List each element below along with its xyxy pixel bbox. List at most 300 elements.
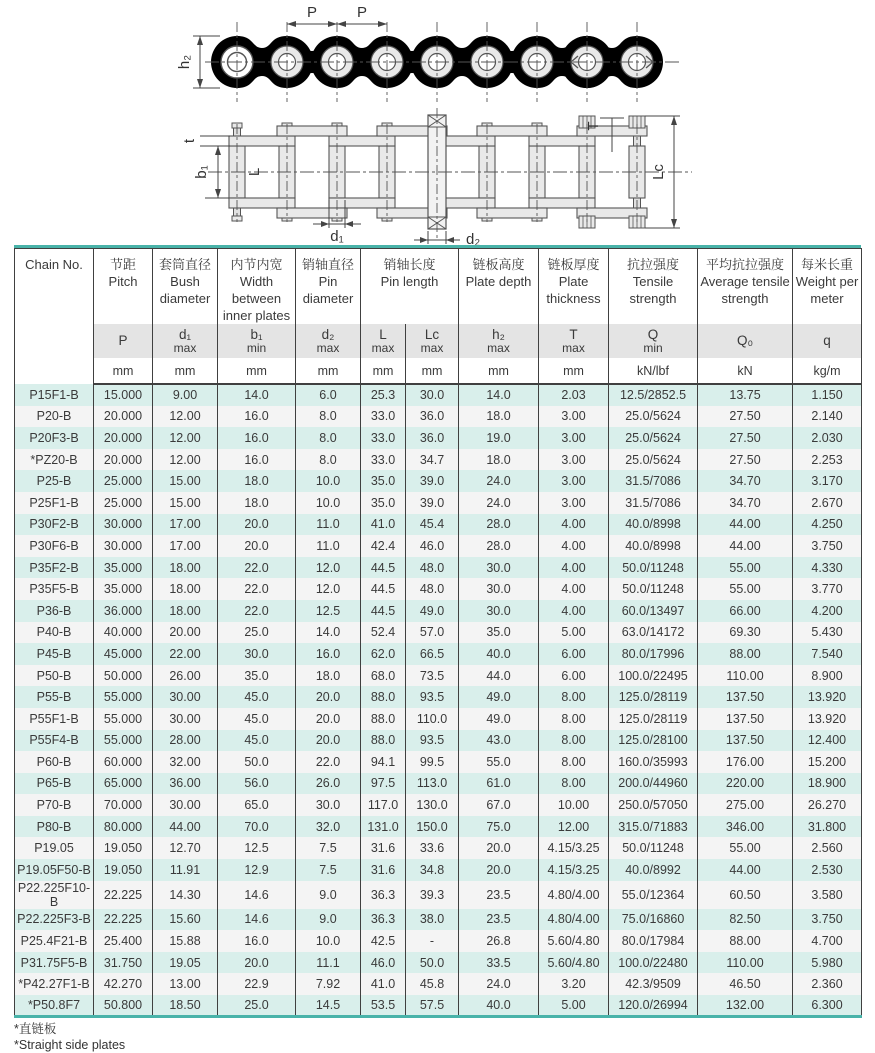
chain-side-view bbox=[176, 4, 680, 102]
value-cell: 22.0 bbox=[218, 600, 296, 622]
value-cell: 8.0 bbox=[296, 427, 361, 449]
chain-no-cell: *P50.8F7 bbox=[15, 995, 94, 1017]
value-cell: 20.0 bbox=[459, 859, 539, 881]
table-row bbox=[15, 492, 862, 514]
table-row bbox=[15, 751, 862, 773]
value-cell: 10.0 bbox=[296, 930, 361, 952]
value-cell: 30.0 bbox=[459, 557, 539, 579]
value-cell: 110.00 bbox=[698, 665, 793, 687]
col-header-weight-per-meter: 每米长重 Weight per meter bbox=[793, 249, 862, 325]
value-cell: 55.000 bbox=[94, 708, 153, 730]
value-cell: 4.250 bbox=[793, 514, 862, 536]
value-cell: 18.0 bbox=[459, 449, 539, 471]
value-cell: 75.0 bbox=[459, 816, 539, 838]
value-cell: 25.0/5624 bbox=[609, 406, 698, 428]
value-cell: 99.5 bbox=[406, 751, 459, 773]
value-cell: 97.5 bbox=[361, 773, 406, 795]
chain-no-cell: *PZ20-B bbox=[15, 449, 94, 471]
value-cell: 20.0 bbox=[218, 514, 296, 536]
value-cell: 8.0 bbox=[296, 406, 361, 428]
table-row bbox=[15, 909, 862, 931]
value-cell: 33.0 bbox=[361, 449, 406, 471]
value-cell: 16.0 bbox=[218, 406, 296, 428]
table-row bbox=[15, 449, 862, 471]
chain-no-cell: P31.75F5-B bbox=[15, 952, 94, 974]
value-cell: 31.5/7086 bbox=[609, 492, 698, 514]
value-cell: 69.30 bbox=[698, 622, 793, 644]
chain-no-cell: P35F2-B bbox=[15, 557, 94, 579]
value-cell: 13.00 bbox=[153, 973, 218, 995]
value-cell: 9.0 bbox=[296, 881, 361, 909]
dim-label-h2: h₂ bbox=[176, 54, 193, 70]
unit-cell: mm bbox=[459, 358, 539, 384]
value-cell: 4.00 bbox=[539, 557, 609, 579]
value-cell: 200.0/44960 bbox=[609, 773, 698, 795]
value-cell: 110.0 bbox=[406, 708, 459, 730]
value-cell: 30.00 bbox=[153, 708, 218, 730]
chain-no-cell: P25.4F21-B bbox=[15, 930, 94, 952]
value-cell: 12.5 bbox=[296, 600, 361, 622]
value-cell: 38.0 bbox=[406, 909, 459, 931]
value-cell: 14.0 bbox=[218, 384, 296, 406]
value-cell: 31.6 bbox=[361, 837, 406, 859]
value-cell: 44.5 bbox=[361, 600, 406, 622]
table-row bbox=[15, 730, 862, 752]
table-row bbox=[15, 427, 862, 449]
table-row bbox=[15, 384, 862, 406]
table-row bbox=[15, 557, 862, 579]
value-cell: 22.0 bbox=[218, 557, 296, 579]
value-cell: 31.750 bbox=[94, 952, 153, 974]
value-cell: 125.0/28100 bbox=[609, 730, 698, 752]
value-cell: 68.0 bbox=[361, 665, 406, 687]
value-cell: 35.0 bbox=[361, 492, 406, 514]
value-cell: 13.920 bbox=[793, 708, 862, 730]
value-cell: 14.0 bbox=[459, 384, 539, 406]
dim-label-d1: d₁ bbox=[330, 228, 344, 245]
value-cell: 44.00 bbox=[698, 535, 793, 557]
chain-no-cell: P70-B bbox=[15, 794, 94, 816]
value-cell: 5.980 bbox=[793, 952, 862, 974]
value-cell: 11.91 bbox=[153, 859, 218, 881]
chain-no-cell: P30F2-B bbox=[15, 514, 94, 536]
value-cell: 5.00 bbox=[539, 995, 609, 1017]
value-cell: 27.50 bbox=[698, 427, 793, 449]
col-header-plate-thickness: 链板厚度 Plate thickness bbox=[539, 249, 609, 325]
value-cell: 8.00 bbox=[539, 708, 609, 730]
value-cell: 55.000 bbox=[94, 730, 153, 752]
value-cell: 30.00 bbox=[153, 794, 218, 816]
chain-no-cell: P60-B bbox=[15, 751, 94, 773]
value-cell: 32.0 bbox=[296, 816, 361, 838]
chain-no-cell: P25F1-B bbox=[15, 492, 94, 514]
value-cell: 40.0/8992 bbox=[609, 859, 698, 881]
dim-label-d2: d₂ bbox=[466, 231, 481, 245]
dim-label-L: L bbox=[246, 167, 263, 177]
value-cell: 44.00 bbox=[698, 859, 793, 881]
value-cell: 10.0 bbox=[296, 492, 361, 514]
chain-no-cell: P36-B bbox=[15, 600, 94, 622]
chain-no-cell: P15F1-B bbox=[15, 384, 94, 406]
symbol-h2-max: h₂ max bbox=[459, 324, 539, 358]
value-cell: 88.0 bbox=[361, 708, 406, 730]
table-row bbox=[15, 837, 862, 859]
value-cell: 2.560 bbox=[793, 837, 862, 859]
value-cell: 42.4 bbox=[361, 535, 406, 557]
value-cell: 88.0 bbox=[361, 730, 406, 752]
value-cell: 15.200 bbox=[793, 751, 862, 773]
table-row bbox=[15, 665, 862, 687]
value-cell: 5.430 bbox=[793, 622, 862, 644]
value-cell: 50.0 bbox=[406, 952, 459, 974]
value-cell: 18.0 bbox=[218, 492, 296, 514]
value-cell: 12.400 bbox=[793, 730, 862, 752]
value-cell: 24.0 bbox=[459, 973, 539, 995]
value-cell: 31.5/7086 bbox=[609, 470, 698, 492]
value-cell: 25.3 bbox=[361, 384, 406, 406]
value-cell: 2.360 bbox=[793, 973, 862, 995]
value-cell: 26.270 bbox=[793, 794, 862, 816]
value-cell: 46.50 bbox=[698, 973, 793, 995]
value-cell: 36.0 bbox=[406, 406, 459, 428]
chain-spec-table bbox=[14, 248, 862, 1018]
col-header-chain-no: Chain No. bbox=[15, 249, 94, 385]
value-cell: 3.00 bbox=[539, 406, 609, 428]
table-row bbox=[15, 816, 862, 838]
table-row bbox=[15, 622, 862, 644]
value-cell: 2.140 bbox=[793, 406, 862, 428]
value-cell: 67.0 bbox=[459, 794, 539, 816]
value-cell: 5.60/4.80 bbox=[539, 952, 609, 974]
value-cell: 3.750 bbox=[793, 909, 862, 931]
value-cell: 8.00 bbox=[539, 730, 609, 752]
chain-no-cell: P55-B bbox=[15, 686, 94, 708]
value-cell: 16.0 bbox=[218, 930, 296, 952]
value-cell: 22.00 bbox=[153, 643, 218, 665]
value-cell: 4.00 bbox=[539, 514, 609, 536]
value-cell: 20.0 bbox=[218, 535, 296, 557]
value-cell: 18.900 bbox=[793, 773, 862, 795]
value-cell: 49.0 bbox=[459, 686, 539, 708]
dim-label-T: T bbox=[585, 121, 602, 131]
chain-no-cell: P40-B bbox=[15, 622, 94, 644]
value-cell: 55.00 bbox=[698, 557, 793, 579]
value-cell: 8.900 bbox=[793, 665, 862, 687]
value-cell: 100.0/22495 bbox=[609, 665, 698, 687]
value-cell: 3.170 bbox=[793, 470, 862, 492]
value-cell: 46.0 bbox=[361, 952, 406, 974]
value-cell: 50.0/11248 bbox=[609, 837, 698, 859]
value-cell: 88.00 bbox=[698, 930, 793, 952]
value-cell: 35.000 bbox=[94, 557, 153, 579]
value-cell: 131.0 bbox=[361, 816, 406, 838]
value-cell: 39.0 bbox=[406, 492, 459, 514]
value-cell: 36.000 bbox=[94, 600, 153, 622]
chain-no-cell: P20F3-B bbox=[15, 427, 94, 449]
value-cell: 30.0 bbox=[406, 384, 459, 406]
symbol-q: q bbox=[793, 324, 862, 358]
chain-no-cell: P20-B bbox=[15, 406, 94, 428]
value-cell: 22.0 bbox=[296, 751, 361, 773]
value-cell: 23.5 bbox=[459, 881, 539, 909]
chain-no-cell: P45-B bbox=[15, 643, 94, 665]
unit-cell: kg/m bbox=[793, 358, 862, 384]
value-cell: 8.00 bbox=[539, 686, 609, 708]
value-cell: 40.0/8998 bbox=[609, 535, 698, 557]
value-cell: 66.5 bbox=[406, 643, 459, 665]
value-cell: 12.0 bbox=[296, 578, 361, 600]
footnotes bbox=[14, 1021, 875, 1053]
value-cell: 48.0 bbox=[406, 578, 459, 600]
value-cell: 4.00 bbox=[539, 600, 609, 622]
dim-label-Lc: Lc bbox=[650, 164, 667, 180]
value-cell: 20.000 bbox=[94, 427, 153, 449]
value-cell: 130.0 bbox=[406, 794, 459, 816]
value-cell: 14.0 bbox=[296, 622, 361, 644]
chain-no-cell: P19.05F50-B bbox=[15, 859, 94, 881]
value-cell: 18.00 bbox=[153, 557, 218, 579]
chain-no-cell: P22.225F10-B bbox=[15, 881, 94, 909]
value-cell: 19.050 bbox=[94, 859, 153, 881]
value-cell: 88.00 bbox=[698, 643, 793, 665]
unit-cell: mm bbox=[296, 358, 361, 384]
value-cell: 75.0/16860 bbox=[609, 909, 698, 931]
chain-no-cell: P65-B bbox=[15, 773, 94, 795]
chain-no-cell: P80-B bbox=[15, 816, 94, 838]
chain-top-view bbox=[181, 108, 692, 245]
symbol-L-max: L max bbox=[361, 324, 406, 358]
value-cell: 12.0 bbox=[296, 557, 361, 579]
chain-no-cell: P30F6-B bbox=[15, 535, 94, 557]
value-cell: 4.00 bbox=[539, 578, 609, 600]
value-cell: 11.0 bbox=[296, 514, 361, 536]
value-cell: 25.0 bbox=[218, 995, 296, 1017]
table-row bbox=[15, 514, 862, 536]
dim-label-b1: b₁ bbox=[193, 165, 210, 179]
value-cell: 15.000 bbox=[94, 384, 153, 406]
value-cell: 36.3 bbox=[361, 909, 406, 931]
value-cell: 1.150 bbox=[793, 384, 862, 406]
value-cell: 39.0 bbox=[406, 470, 459, 492]
value-cell: 20.000 bbox=[94, 406, 153, 428]
value-cell: 5.00 bbox=[539, 622, 609, 644]
value-cell: 4.80/4.00 bbox=[539, 909, 609, 931]
col-header-average-tensile-strength: 平均抗拉强度 Average tensile strength bbox=[698, 249, 793, 325]
value-cell: 22.225 bbox=[94, 909, 153, 931]
value-cell: 42.5 bbox=[361, 930, 406, 952]
value-cell: 42.3/9509 bbox=[609, 973, 698, 995]
value-cell: 53.5 bbox=[361, 995, 406, 1017]
value-cell: 6.00 bbox=[539, 643, 609, 665]
value-cell: 113.0 bbox=[406, 773, 459, 795]
value-cell: 45.0 bbox=[218, 708, 296, 730]
value-cell: 20.0 bbox=[296, 686, 361, 708]
value-cell: 12.00 bbox=[153, 449, 218, 471]
dim-label-pitch-right: P bbox=[356, 4, 368, 21]
value-cell: 22.0 bbox=[218, 578, 296, 600]
value-cell: 2.03 bbox=[539, 384, 609, 406]
value-cell: 30.0 bbox=[296, 794, 361, 816]
value-cell: 35.0 bbox=[361, 470, 406, 492]
chain-no-cell: P35F5-B bbox=[15, 578, 94, 600]
value-cell: 17.00 bbox=[153, 535, 218, 557]
symbol-d1-max: d₁ max bbox=[153, 324, 218, 358]
value-cell: 6.00 bbox=[539, 665, 609, 687]
unit-cell: mm bbox=[406, 358, 459, 384]
header-row-symbols bbox=[15, 324, 862, 358]
value-cell: 117.0 bbox=[361, 794, 406, 816]
value-cell: 3.20 bbox=[539, 973, 609, 995]
value-cell: 52.4 bbox=[361, 622, 406, 644]
unit-cell: mm bbox=[94, 358, 153, 384]
value-cell: 15.88 bbox=[153, 930, 218, 952]
value-cell: 18.50 bbox=[153, 995, 218, 1017]
value-cell: 49.0 bbox=[406, 600, 459, 622]
value-cell: 80.0/17996 bbox=[609, 643, 698, 665]
value-cell: 12.00 bbox=[153, 427, 218, 449]
table-row bbox=[15, 578, 862, 600]
value-cell: 33.0 bbox=[361, 427, 406, 449]
value-cell: 346.00 bbox=[698, 816, 793, 838]
chain-no-cell: P55F4-B bbox=[15, 730, 94, 752]
value-cell: 46.0 bbox=[406, 535, 459, 557]
value-cell: 4.200 bbox=[793, 600, 862, 622]
value-cell: 33.6 bbox=[406, 837, 459, 859]
value-cell: 30.0 bbox=[459, 578, 539, 600]
value-cell: 220.00 bbox=[698, 773, 793, 795]
value-cell: 7.5 bbox=[296, 859, 361, 881]
value-cell: 137.50 bbox=[698, 708, 793, 730]
unit-cell: kN/lbf bbox=[609, 358, 698, 384]
value-cell: 60.0/13497 bbox=[609, 600, 698, 622]
value-cell: 14.6 bbox=[218, 881, 296, 909]
value-cell: 41.0 bbox=[361, 973, 406, 995]
value-cell: 55.000 bbox=[94, 686, 153, 708]
table-row bbox=[15, 643, 862, 665]
value-cell: 4.330 bbox=[793, 557, 862, 579]
value-cell: 4.00 bbox=[539, 535, 609, 557]
value-cell: 132.00 bbox=[698, 995, 793, 1017]
chain-no-cell: P50-B bbox=[15, 665, 94, 687]
value-cell: 31.6 bbox=[361, 859, 406, 881]
value-cell: 14.30 bbox=[153, 881, 218, 909]
value-cell: 94.1 bbox=[361, 751, 406, 773]
value-cell: 125.0/28119 bbox=[609, 708, 698, 730]
dim-label-pitch-left: P bbox=[306, 4, 318, 21]
value-cell: 49.0 bbox=[459, 708, 539, 730]
table-row bbox=[15, 973, 862, 995]
chain-no-cell: P25-B bbox=[15, 470, 94, 492]
table-row bbox=[15, 470, 862, 492]
value-cell: 7.92 bbox=[296, 973, 361, 995]
value-cell: 45.0 bbox=[218, 686, 296, 708]
value-cell: 44.00 bbox=[698, 514, 793, 536]
value-cell: 63.0/14172 bbox=[609, 622, 698, 644]
value-cell: 41.0 bbox=[361, 514, 406, 536]
value-cell: 44.00 bbox=[153, 816, 218, 838]
value-cell: 55.0 bbox=[459, 751, 539, 773]
value-cell: 120.0/26994 bbox=[609, 995, 698, 1017]
value-cell: 35.000 bbox=[94, 578, 153, 600]
value-cell: 55.0/12364 bbox=[609, 881, 698, 909]
value-cell: 18.0 bbox=[296, 665, 361, 687]
value-cell: 8.00 bbox=[539, 751, 609, 773]
value-cell: 45.000 bbox=[94, 643, 153, 665]
value-cell: 50.0 bbox=[218, 751, 296, 773]
value-cell: 22.9 bbox=[218, 973, 296, 995]
value-cell: 19.05 bbox=[153, 952, 218, 974]
value-cell: 44.0 bbox=[459, 665, 539, 687]
value-cell: 28.00 bbox=[153, 730, 218, 752]
value-cell: 93.5 bbox=[406, 730, 459, 752]
value-cell: 14.5 bbox=[296, 995, 361, 1017]
value-cell: 55.00 bbox=[698, 578, 793, 600]
symbol-Q-min: Q min bbox=[609, 324, 698, 358]
unit-cell: mm bbox=[539, 358, 609, 384]
value-cell: 36.00 bbox=[153, 773, 218, 795]
value-cell: 12.00 bbox=[539, 816, 609, 838]
value-cell: 137.50 bbox=[698, 686, 793, 708]
value-cell: 13.75 bbox=[698, 384, 793, 406]
value-cell: 50.0/11248 bbox=[609, 578, 698, 600]
value-cell: 9.0 bbox=[296, 909, 361, 931]
value-cell: 3.00 bbox=[539, 470, 609, 492]
unit-cell: mm bbox=[153, 358, 218, 384]
table-row bbox=[15, 930, 862, 952]
dim-label-t: t bbox=[181, 138, 198, 144]
value-cell: 6.300 bbox=[793, 995, 862, 1017]
value-cell: 34.70 bbox=[698, 470, 793, 492]
value-cell: 36.0 bbox=[406, 427, 459, 449]
value-cell: 100.0/22480 bbox=[609, 952, 698, 974]
value-cell: 60.000 bbox=[94, 751, 153, 773]
value-cell: 45.4 bbox=[406, 514, 459, 536]
value-cell: 45.0 bbox=[218, 730, 296, 752]
value-cell: 3.00 bbox=[539, 492, 609, 514]
value-cell: 44.5 bbox=[361, 557, 406, 579]
table-row bbox=[15, 859, 862, 881]
value-cell: 56.0 bbox=[218, 773, 296, 795]
value-cell: 36.3 bbox=[361, 881, 406, 909]
symbol-b1-min: b₁ min bbox=[218, 324, 296, 358]
value-cell: 31.800 bbox=[793, 816, 862, 838]
value-cell: 48.0 bbox=[406, 557, 459, 579]
value-cell: 24.0 bbox=[459, 470, 539, 492]
value-cell: 15.60 bbox=[153, 909, 218, 931]
value-cell: 3.00 bbox=[539, 427, 609, 449]
unit-cell: kN bbox=[698, 358, 793, 384]
unit-cell: mm bbox=[218, 358, 296, 384]
value-cell: 35.0 bbox=[218, 665, 296, 687]
spec-table-container bbox=[14, 245, 861, 1018]
value-cell: 12.5 bbox=[218, 837, 296, 859]
value-cell: 50.800 bbox=[94, 995, 153, 1017]
chain-no-cell: P22.225F3-B bbox=[15, 909, 94, 931]
value-cell: 4.15/3.25 bbox=[539, 837, 609, 859]
value-cell: 19.0 bbox=[459, 427, 539, 449]
value-cell: 26.8 bbox=[459, 930, 539, 952]
value-cell: 24.0 bbox=[459, 492, 539, 514]
value-cell: 82.50 bbox=[698, 909, 793, 931]
value-cell: 28.0 bbox=[459, 535, 539, 557]
value-cell: 7.540 bbox=[793, 643, 862, 665]
value-cell: 7.5 bbox=[296, 837, 361, 859]
table-row bbox=[15, 995, 862, 1017]
value-cell: 275.00 bbox=[698, 794, 793, 816]
value-cell: 30.0 bbox=[218, 643, 296, 665]
value-cell: 110.00 bbox=[698, 952, 793, 974]
symbol-Q0: Q₀ bbox=[698, 324, 793, 358]
